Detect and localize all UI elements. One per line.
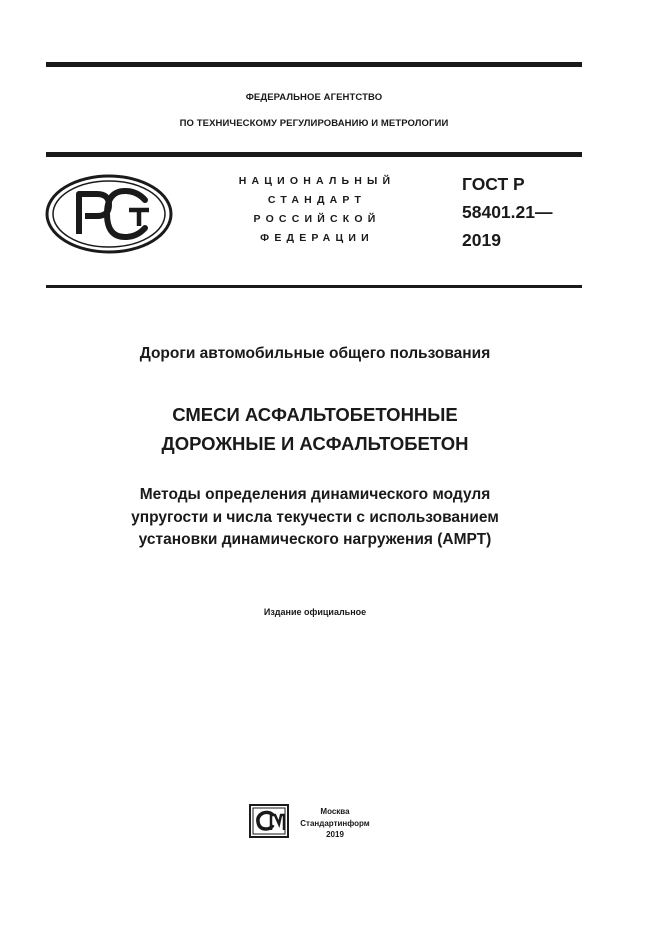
publisher-year: 2019 (326, 830, 344, 839)
document-title (30, 400, 600, 458)
rst-logo-icon (45, 174, 173, 254)
standartinform-logo-icon (249, 804, 289, 838)
national-standard-line: НАЦИОНАЛЬНЫЙ (238, 175, 396, 187)
publisher-city: Москва (320, 807, 350, 816)
publisher-info (292, 806, 378, 841)
national-standard-line: РОССИЙСКОЙ (253, 213, 381, 225)
document-methods (30, 484, 600, 552)
agency-line-1: ФЕДЕРАЛЬНОЕ АГЕНТСТВО (245, 92, 383, 103)
title-line: СМЕСИ АСФАЛЬТОБЕТОННЫЕ (172, 404, 458, 425)
national-standard-line: СТАНДАРТ (267, 194, 367, 206)
national-standard-line: ФЕДЕРАЦИИ (260, 232, 374, 244)
middle-rule (46, 152, 582, 157)
document-subtitle: Дороги автомобильные общего пользования (139, 345, 491, 362)
top-rule (46, 62, 582, 67)
gost-line: ГОСТ Р (462, 174, 525, 194)
gost-line: 2019 (462, 230, 501, 250)
methods-line: упругости и числа текучести с использованием (131, 508, 499, 526)
publisher-name: Стандартинформ (300, 818, 370, 828)
edition-label: Издание официальное (263, 607, 367, 617)
methods-line: установки динамического нагружения (АМРТ) (138, 531, 492, 548)
agency-line-2: ПО ТЕХНИЧЕСКОМУ РЕГУЛИРОВАНИЮ И МЕТРОЛОГИИ (179, 118, 449, 129)
bottom-rule (46, 285, 582, 288)
methods-line: Методы определения динамического модуля (139, 486, 491, 503)
national-standard-label (206, 172, 428, 248)
title-line: ДОРОЖНЫЕ И АСФАЛЬТОБЕТОН (161, 433, 469, 454)
gost-designation (462, 170, 592, 254)
gost-line: 58401.21— (462, 202, 553, 222)
